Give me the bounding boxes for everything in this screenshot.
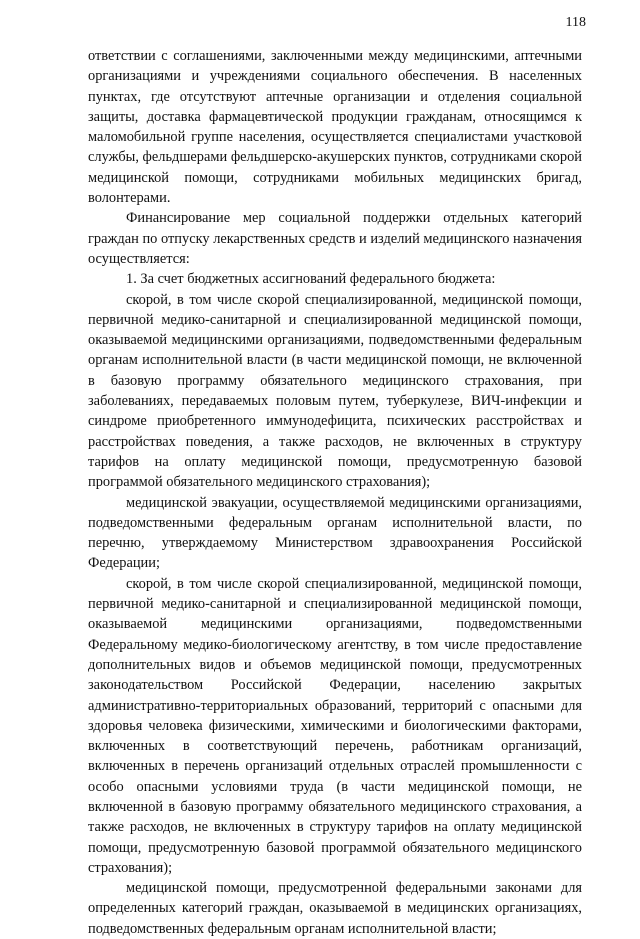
document-body	[88, 46, 582, 939]
paragraph-federal-budget: 1. За счет бюджетных ассигнований федерального бюджета:	[126, 271, 496, 288]
paragraph-emergency-care: скорой, в том числе скорой специализированной, медицинской помощи, первичной медико-санитарной и специализированной медицинской помощи, оказываемой медицинскими организациями, подведомственными федеральным органам исполнительной власти (в части медицинской помощи, не включенной в базовую программу обязательного медицинского страхования, при заболеваниях, передаваемых половым путем, туберкулезе, ВИЧ-инфекции и синдроме приобретенного иммунодефицита, психических расстройствах и расстройствах поведения, а также расходов, не включенных в структуру тарифов на оплату медицинской помощи, предусмотренную базовой программой обязательного медицинского страхования);	[88, 291, 582, 491]
paragraph-financing-intro: Финансирование мер социальной поддержки отдельных категорий граждан по отпуску лекарственных средств и изделий медицинского назначения осуществляется:	[88, 210, 582, 267]
page-number: 118	[565, 15, 586, 30]
paragraph-continuation: ответствии с соглашениями, заключенными между медицинскими, аптечными организациями и учреждениями социального обеспечения. В населенных пунктах, где отсутствуют аптечные организации и отделения социальной защиты, доставка фармацевтической продукции гражданам, относящимся к маломобильной группе населения, осуществляется специалистами участковой службы, фельдшерами фельдшерско-акушерских пунктов, сотрудниками скорой медицинской помощи, сотрудниками мобильных медицинских бригад, волонтерами.	[88, 48, 582, 207]
paragraph-fmba-care: скорой, в том числе скорой специализированной, медицинской помощи, первичной медико-санитарной и специализированной медицинской помощи, оказываемой медицинскими организациями, подведомственными Федеральному медико-биологическому агентству, в том числе предоставление дополнительных видов и объемов медицинской помощи, предусмотренных законодательством Российской Федерации, населению закрытых административно-территориальных образований, территорий с опасными для здоровья человека физическими, химическими и биологическими факторами, включенных в соответствующий перечень, работникам организаций, включенных в перечень организаций отдельных отраслей промышленности с особо опасными условиями труда (в части медицинской помощи, не включенной в базовую программу обязательного медицинского страхования, а также расходов, не включенных в структуру тарифов на оплату медицинской помощи, предусмотренную базовой программой обязательного медицинского страхования);	[88, 575, 582, 876]
paragraph-federal-laws-care: медицинской помощи, предусмотренной федеральными законами для определенных категорий граждан, оказываемой в медицинских организациях, подведомственных федеральным органам исполнительной власти;	[88, 880, 582, 937]
paragraph-medical-evacuation: медицинской эвакуации, осуществляемой медицинскими организациями, подведомственными федеральным органам исполнительной власти, по перечню, утверждаемому Министерством здравоохранения Российской Федерации;	[88, 494, 582, 572]
